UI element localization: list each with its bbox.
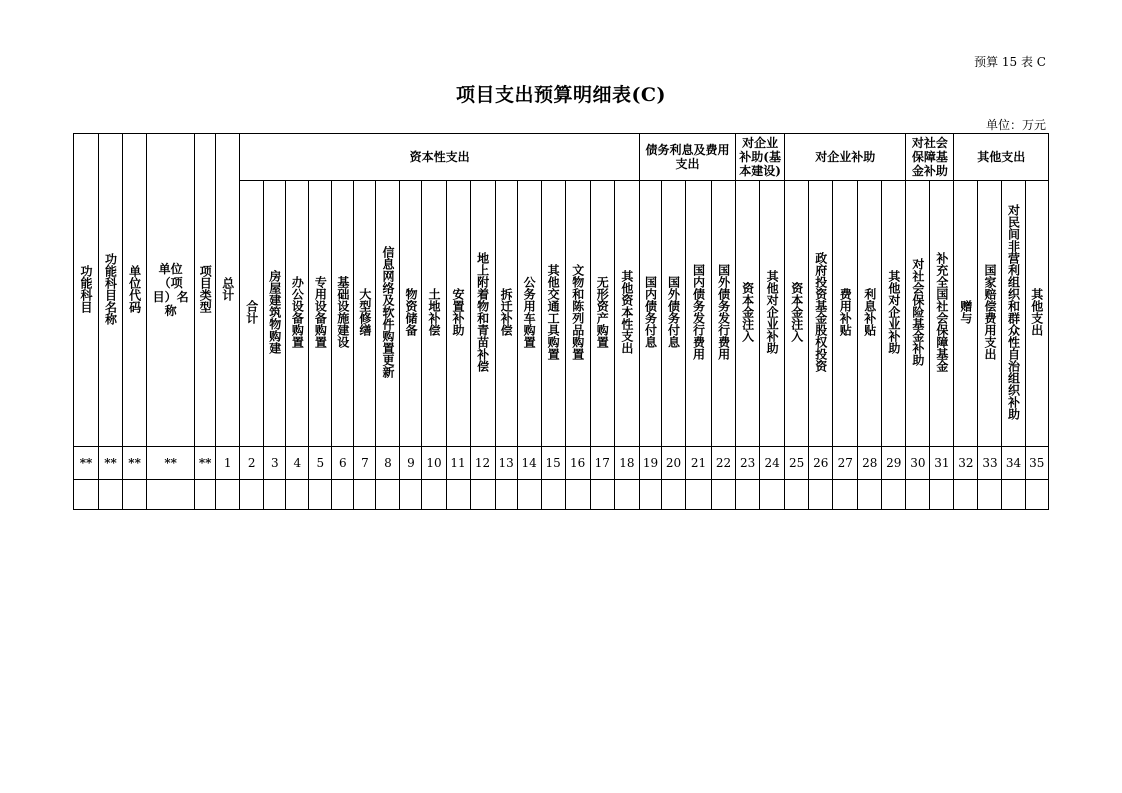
col-debt-domestic-interest: 国内债务付息 [643, 276, 658, 348]
col-cap-special-equip: 专用设备购置 [313, 276, 328, 348]
empty-cell[interactable] [446, 480, 470, 510]
col-cap-building: 房屋建筑物购建 [267, 270, 282, 354]
col-project-type: 项目类型 [198, 264, 213, 313]
col-ent-capital-injection: 资本金注入 [789, 282, 804, 342]
code-cell: 3 [264, 447, 286, 480]
code-cell: 5 [309, 447, 332, 480]
col-ent-expense-subsidy: 费用补贴 [838, 288, 853, 336]
header-cell [240, 181, 264, 447]
col-cap-major-repair: 大型修缮 [357, 288, 372, 336]
empty-cell[interactable] [422, 480, 446, 510]
empty-cell[interactable] [1025, 480, 1049, 510]
col-func-subject: 功能科目 [79, 264, 94, 313]
col-unit-code: 单位代码 [127, 264, 142, 313]
code-cell: 26 [809, 447, 833, 480]
header-cell [978, 181, 1002, 447]
col-other-state-compensation: 国家赔偿费用支出 [982, 264, 997, 360]
empty-cell[interactable] [614, 480, 639, 510]
header-cell [376, 181, 400, 447]
empty-cell[interactable] [354, 480, 376, 510]
empty-cell[interactable] [590, 480, 614, 510]
empty-cell[interactable] [639, 480, 661, 510]
empty-cell[interactable] [686, 480, 712, 510]
col-debt-domestic-fee: 国内债务发行费用 [691, 264, 706, 360]
code-cell: 27 [833, 447, 858, 480]
header-cell [736, 181, 760, 447]
col-debt-foreign-interest: 国外债务付息 [666, 276, 681, 348]
col-ent-fund-equity: 政府投资基金股权投资 [813, 252, 828, 372]
empty-cell[interactable] [833, 480, 858, 510]
header-cell [123, 134, 147, 447]
code-cell: 29 [882, 447, 906, 480]
empty-cell[interactable] [809, 480, 833, 510]
code-cell: 31 [930, 447, 954, 480]
header-cell [422, 181, 446, 447]
col-cap-resettlement: 安置补助 [451, 288, 466, 336]
code-cell: 19 [639, 447, 661, 480]
col-func-subject-name: 功能科目名称 [103, 252, 118, 325]
header-cell [785, 181, 809, 447]
code-cell: 1 [216, 447, 240, 480]
empty-cell[interactable] [1002, 480, 1025, 510]
empty-cell[interactable] [517, 480, 541, 510]
header-cell [930, 181, 954, 447]
code-cell: 7 [354, 447, 376, 480]
group-other: 其他支出 [954, 134, 1049, 181]
header-cell [495, 181, 517, 447]
code-cell: 25 [785, 447, 809, 480]
code-cell: ** [74, 447, 99, 480]
group-enterprise-capital: 对企业补助(基本建设) [736, 134, 785, 181]
code-row [74, 447, 1049, 480]
group-enterprise: 对企业补助 [785, 134, 906, 181]
header-cell [858, 181, 882, 447]
header-cell [264, 181, 286, 447]
empty-cell[interactable] [565, 480, 590, 510]
code-cell: 20 [661, 447, 685, 480]
col-cap-land-comp: 土地补偿 [427, 288, 441, 336]
header-cell [809, 181, 833, 447]
group-capital: 资本性支出 [240, 134, 640, 181]
col-cap-intangible: 无形资产购置 [595, 276, 610, 348]
code-cell: 9 [400, 447, 422, 480]
col-cap-other: 其他资本性支出 [619, 270, 634, 354]
code-cell: 24 [760, 447, 785, 480]
empty-cell[interactable] [264, 480, 286, 510]
header-row-groups [74, 134, 1049, 181]
header-cell [1002, 181, 1025, 447]
empty-cell[interactable] [240, 480, 264, 510]
form-id: 预算 15 表 C [974, 55, 1046, 69]
header-cell [1025, 181, 1049, 447]
code-cell: 6 [332, 447, 354, 480]
header-cell [74, 134, 99, 447]
col-social-insurance-fund: 对社会保险基金补助 [910, 258, 925, 366]
code-cell: 23 [736, 447, 760, 480]
code-cell: 17 [590, 447, 614, 480]
code-cell: ** [123, 447, 147, 480]
header-cell [882, 181, 906, 447]
empty-cell[interactable] [286, 480, 309, 510]
header-cell [639, 181, 661, 447]
code-cell: 32 [954, 447, 978, 480]
empty-cell[interactable] [661, 480, 685, 510]
header-cell [833, 181, 858, 447]
header-cell [99, 134, 123, 447]
code-cell: 35 [1025, 447, 1049, 480]
col-other-npo-subsidy: 对民间非营利组织和群众性自治组织补助 [1006, 204, 1021, 420]
col-cap-official-car: 公务用车购置 [522, 276, 537, 348]
header-cell [954, 181, 978, 447]
header-cell [614, 181, 639, 447]
header-cell [147, 134, 195, 447]
col-cap-subtotal: 合计 [244, 300, 259, 324]
empty-cell[interactable] [930, 480, 954, 510]
empty-cell[interactable] [495, 480, 517, 510]
page-title: 项目支出预算明细表(C) [455, 84, 667, 106]
col-total: 总计 [220, 276, 235, 301]
code-cell: 30 [906, 447, 930, 480]
code-cell: 10 [422, 447, 446, 480]
empty-cell[interactable] [712, 480, 736, 510]
header-cell [712, 181, 736, 447]
col-cap-it-software: 信息网络及软件购置更新 [380, 246, 395, 378]
empty-cell[interactable] [74, 480, 99, 510]
code-cell: 15 [541, 447, 565, 480]
col-cap-demolition-comp: 拆迁补偿 [499, 288, 514, 336]
code-cell: 8 [376, 447, 400, 480]
code-cell: 33 [978, 447, 1002, 480]
empty-cell[interactable] [541, 480, 565, 510]
header-cell [446, 181, 470, 447]
empty-cell[interactable] [147, 480, 195, 510]
header-cell [470, 181, 495, 447]
empty-cell[interactable] [978, 480, 1002, 510]
group-debt: 债务利息及费用支出 [639, 134, 735, 181]
code-cell: 28 [858, 447, 882, 480]
header-cell [565, 181, 590, 447]
col-cap-office-equip: 办公设备购置 [290, 276, 305, 348]
empty-cell[interactable] [332, 480, 354, 510]
empty-cell[interactable] [954, 480, 978, 510]
header-cell [906, 181, 930, 447]
code-cell: ** [147, 447, 195, 480]
header-cell [517, 181, 541, 447]
header-cell [286, 181, 309, 447]
header-cell [195, 134, 216, 447]
col-cap-attachment-comp: 地上附着物和青苗补偿 [475, 252, 490, 372]
empty-cell[interactable] [906, 480, 930, 510]
header-cell [661, 181, 685, 447]
empty-cell[interactable] [858, 480, 882, 510]
empty-cell[interactable] [123, 480, 147, 510]
header-cell [216, 134, 240, 447]
code-cell: 12 [470, 447, 495, 480]
header-cell [309, 181, 332, 447]
empty-cell[interactable] [400, 480, 422, 510]
col-other-other: 其他支出 [1029, 288, 1044, 336]
empty-cell[interactable] [309, 480, 332, 510]
table-row-empty [74, 480, 1049, 510]
header-cell [400, 181, 422, 447]
code-cell: 22 [712, 447, 736, 480]
code-cell: ** [195, 447, 216, 480]
col-cap-cultural-relics: 文物和陈列品购置 [570, 264, 585, 360]
header-cell [354, 181, 376, 447]
col-unit-project-name: 单位（项目）名称 [152, 262, 189, 318]
code-cell: 13 [495, 447, 517, 480]
empty-cell[interactable] [785, 480, 809, 510]
col-social-national-fund: 补充全国社会保障基金 [934, 252, 949, 372]
code-cell: 14 [517, 447, 541, 480]
col-cap-material-reserve: 物资储备 [403, 288, 418, 336]
code-cell: 11 [446, 447, 470, 480]
empty-cell[interactable] [376, 480, 400, 510]
header-cell [332, 181, 354, 447]
col-cap-infrastructure: 基础设施建设 [335, 276, 350, 348]
col-entcap-other-subsidy: 其他对企业补助 [765, 270, 780, 354]
code-cell: 34 [1002, 447, 1025, 480]
budget-table [73, 133, 1049, 510]
col-entcap-capital-injection: 资本金注入 [740, 282, 755, 342]
empty-cell[interactable] [736, 480, 760, 510]
group-social: 对社会保障基金补助 [906, 134, 954, 181]
header-cell [760, 181, 785, 447]
empty-cell[interactable] [760, 480, 785, 510]
code-cell: 4 [286, 447, 309, 480]
header-cell [541, 181, 565, 447]
col-debt-foreign-fee: 国外债务发行费用 [716, 264, 731, 360]
empty-cell[interactable] [882, 480, 906, 510]
col-ent-other-subsidy: 其他对企业补助 [886, 270, 901, 354]
empty-cell[interactable] [470, 480, 495, 510]
col-cap-other-vehicle: 其他交通工具购置 [546, 264, 561, 360]
header-cell [590, 181, 614, 447]
empty-cell[interactable] [195, 480, 216, 510]
code-cell: 18 [614, 447, 639, 480]
header-cell [686, 181, 712, 447]
code-cell: 21 [686, 447, 712, 480]
code-cell: ** [99, 447, 123, 480]
col-ent-interest-subsidy: 利息补贴 [862, 288, 877, 336]
code-cell: 2 [240, 447, 264, 480]
code-cell: 16 [565, 447, 590, 480]
col-other-gift: 赠与 [958, 300, 973, 324]
empty-cell[interactable] [216, 480, 240, 510]
empty-cell[interactable] [99, 480, 123, 510]
unit-label: 单位：万元 [985, 118, 1046, 132]
